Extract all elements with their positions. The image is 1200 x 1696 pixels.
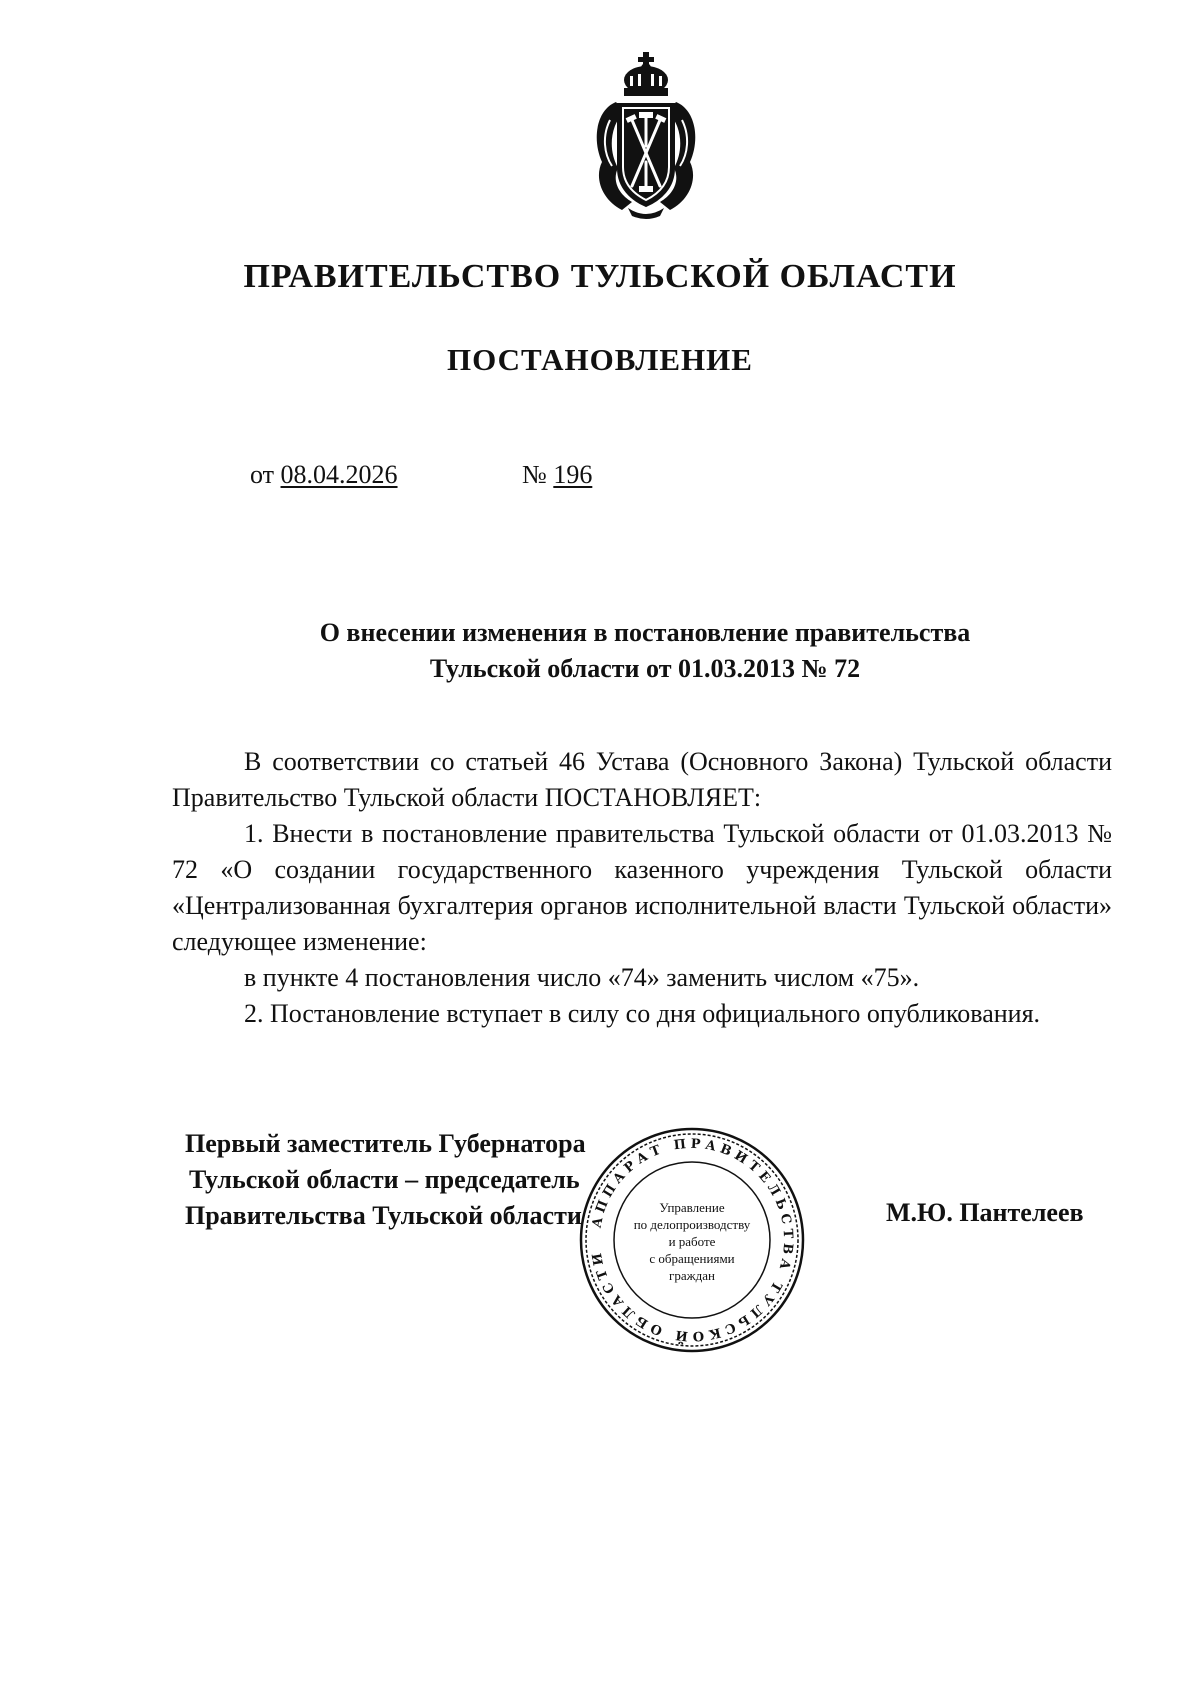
- stamp-inner-line-5: граждан: [669, 1268, 715, 1283]
- position-line-2: Тульской области – председатель: [189, 1165, 580, 1194]
- number-value: 196: [553, 460, 593, 489]
- stamp-inner-line-1: Управление: [659, 1200, 725, 1215]
- document-body: [172, 744, 1112, 1032]
- document-subject: [0, 615, 1200, 687]
- signatory-name: М.Ю. Пантелеев: [886, 1198, 1084, 1227]
- body-paragraph-2: 1. Внести в постановление правительства Тульской области от 01.03.2013 № 72 «О создании государственного казенного учреждения Тульской области «Централизованная бухгалтерия органов исполнительной власти Тульской области» следующее изменение:: [172, 819, 1112, 956]
- date-prefix: от: [250, 460, 275, 489]
- body-paragraph-4: 2. Постановление вступает в силу со дня официального опубликования.: [244, 999, 1041, 1028]
- position-line-3: Правительства Тульской области: [185, 1201, 582, 1230]
- coat-of-arms-icon: [588, 50, 704, 220]
- stamp-inner-line-4: с обращениями: [649, 1251, 735, 1266]
- document-type: ПОСТАНОВЛЕНИЕ: [447, 342, 753, 377]
- signatory-position: [185, 1126, 586, 1234]
- document-date: [250, 460, 398, 490]
- stamp-inner-line-2: по делопроизводству: [633, 1217, 751, 1232]
- stamp-outer-text: АППАРАТ ПРАВИТЕЛЬСТВА ТУЛЬСКОЙ ОБЛАСТИ: [589, 1136, 796, 1344]
- stamp-inner-line-3: и работе: [668, 1234, 716, 1249]
- date-value: 08.04.2026: [280, 460, 398, 489]
- official-stamp: [578, 1126, 806, 1354]
- subject-line-1: О внесении изменения в постановление правительства: [319, 618, 971, 647]
- body-paragraph-3: в пункте 4 постановления число «74» заменить числом «75».: [244, 963, 920, 992]
- position-line-1: Первый заместитель Губернатора: [185, 1129, 586, 1158]
- document-number: [522, 460, 592, 490]
- subject-line-2: Тульской области от 01.03.2013 № 72: [429, 654, 861, 683]
- number-prefix: №: [522, 460, 547, 489]
- body-paragraph-1: В соответствии со статьей 46 Устава (Основного Закона) Тульской области Правительство Тульской области ПОСТАНОВЛЯЕТ:: [172, 747, 1112, 812]
- government-title: ПРАВИТЕЛЬСТВО ТУЛЬСКОЙ ОБЛАСТИ: [243, 258, 957, 295]
